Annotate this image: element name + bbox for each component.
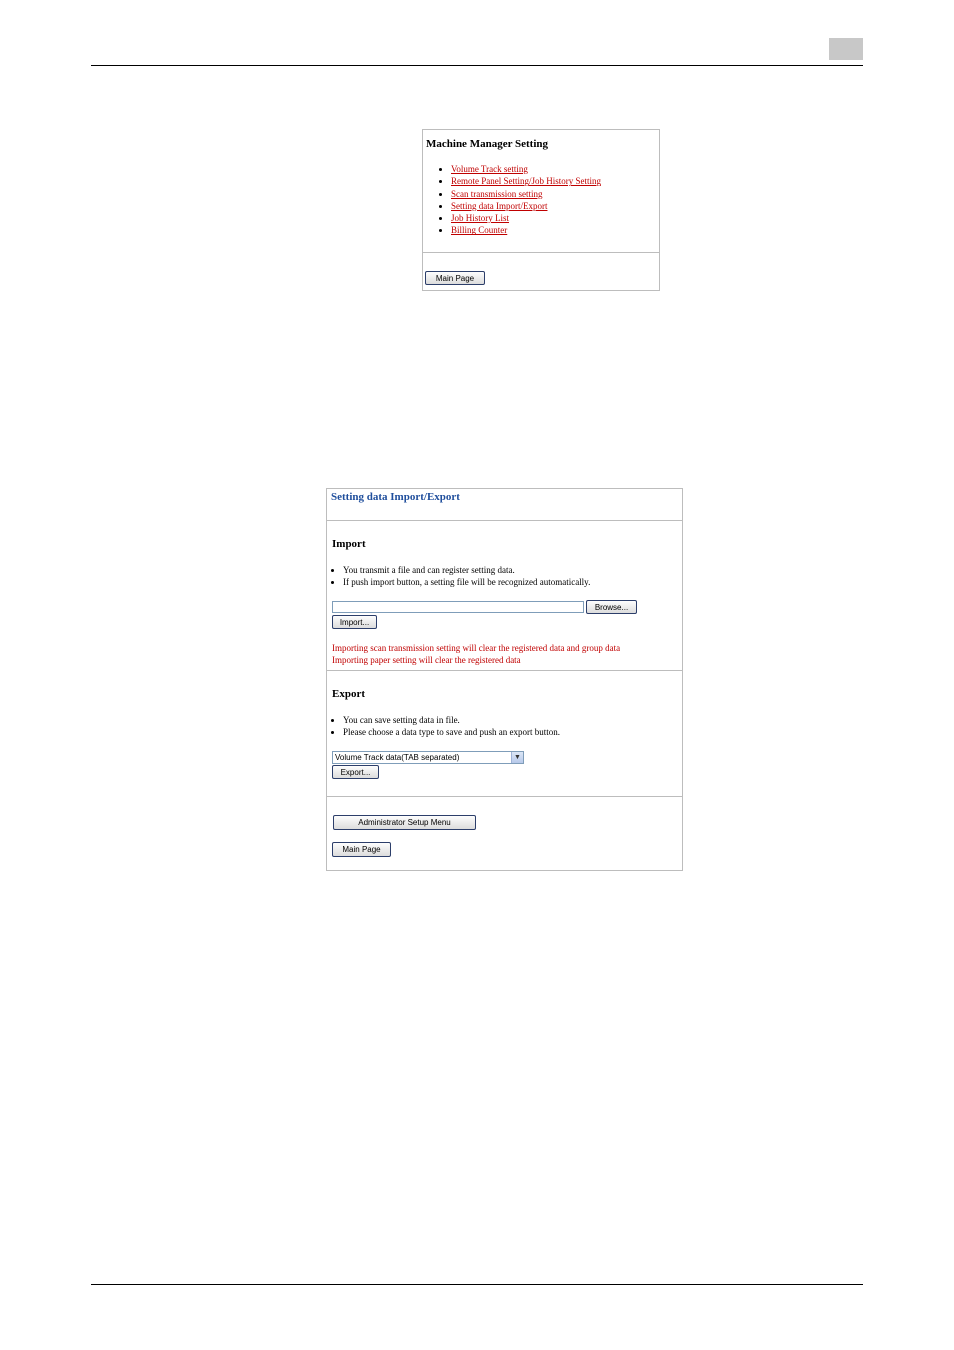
link-remote-panel-setting[interactable]: Remote Panel Setting/Job History Setting	[451, 176, 601, 187]
machine-manager-panel	[422, 129, 660, 291]
divider	[327, 520, 682, 521]
page-number-tab	[829, 38, 863, 60]
main-page-button[interactable]: Main Page	[425, 271, 485, 285]
list-item: • If push import button, a setting file will be recognized automatically.	[343, 576, 590, 588]
list-item	[451, 163, 601, 175]
list-item	[451, 212, 601, 224]
page-title: Setting data Import/Export	[331, 491, 460, 503]
link-job-history-list[interactable]: Job History List	[451, 213, 510, 224]
list-item: • You transmit a file and can register setting data.	[343, 564, 590, 576]
main-page-button[interactable]: Main Page	[332, 842, 391, 857]
list-item	[451, 200, 601, 212]
list-item	[451, 175, 601, 187]
divider	[327, 796, 682, 797]
administrator-setup-menu-button[interactable]: Administrator Setup Menu	[333, 815, 476, 830]
header-rule	[91, 65, 863, 66]
link-billing-counter[interactable]: Billing Counter	[451, 225, 508, 236]
list-item: • Please choose a data type to save and push an export button.	[343, 726, 560, 738]
link-setting-data-import-export[interactable]: Setting data Import/Export	[451, 200, 548, 211]
chevron-down-icon[interactable]: ▼	[511, 752, 523, 763]
export-instructions	[327, 714, 560, 739]
footer-rule	[91, 1284, 863, 1285]
import-export-panel	[326, 488, 683, 871]
file-path-input[interactable]	[332, 601, 584, 613]
export-heading: Export	[332, 688, 365, 700]
browse-button[interactable]: Browse...	[586, 600, 637, 614]
list-item	[451, 188, 601, 200]
export-button[interactable]: Export...	[332, 765, 379, 779]
import-heading: Import	[332, 538, 366, 550]
import-warning-paper: Importing paper setting will clear the registered data	[332, 655, 521, 665]
import-warning-scan: Importing scan transmission setting will clear the registered data and group data	[332, 643, 621, 653]
machine-manager-links	[423, 163, 601, 237]
import-button[interactable]: Import...	[332, 615, 377, 629]
link-volume-track-setting[interactable]: Volume Track setting	[451, 164, 528, 174]
divider	[423, 252, 659, 253]
export-type-select[interactable]	[332, 751, 524, 764]
divider	[327, 670, 682, 671]
list-item: • You can save setting data in file.	[343, 714, 560, 726]
export-type-selected-value: Volume Track data(TAB separated)	[335, 753, 460, 762]
import-instructions	[327, 564, 590, 589]
machine-manager-title: Machine Manager Setting	[426, 138, 549, 150]
link-scan-transmission-setting[interactable]: Scan transmission setting	[451, 188, 543, 199]
list-item	[451, 224, 601, 236]
